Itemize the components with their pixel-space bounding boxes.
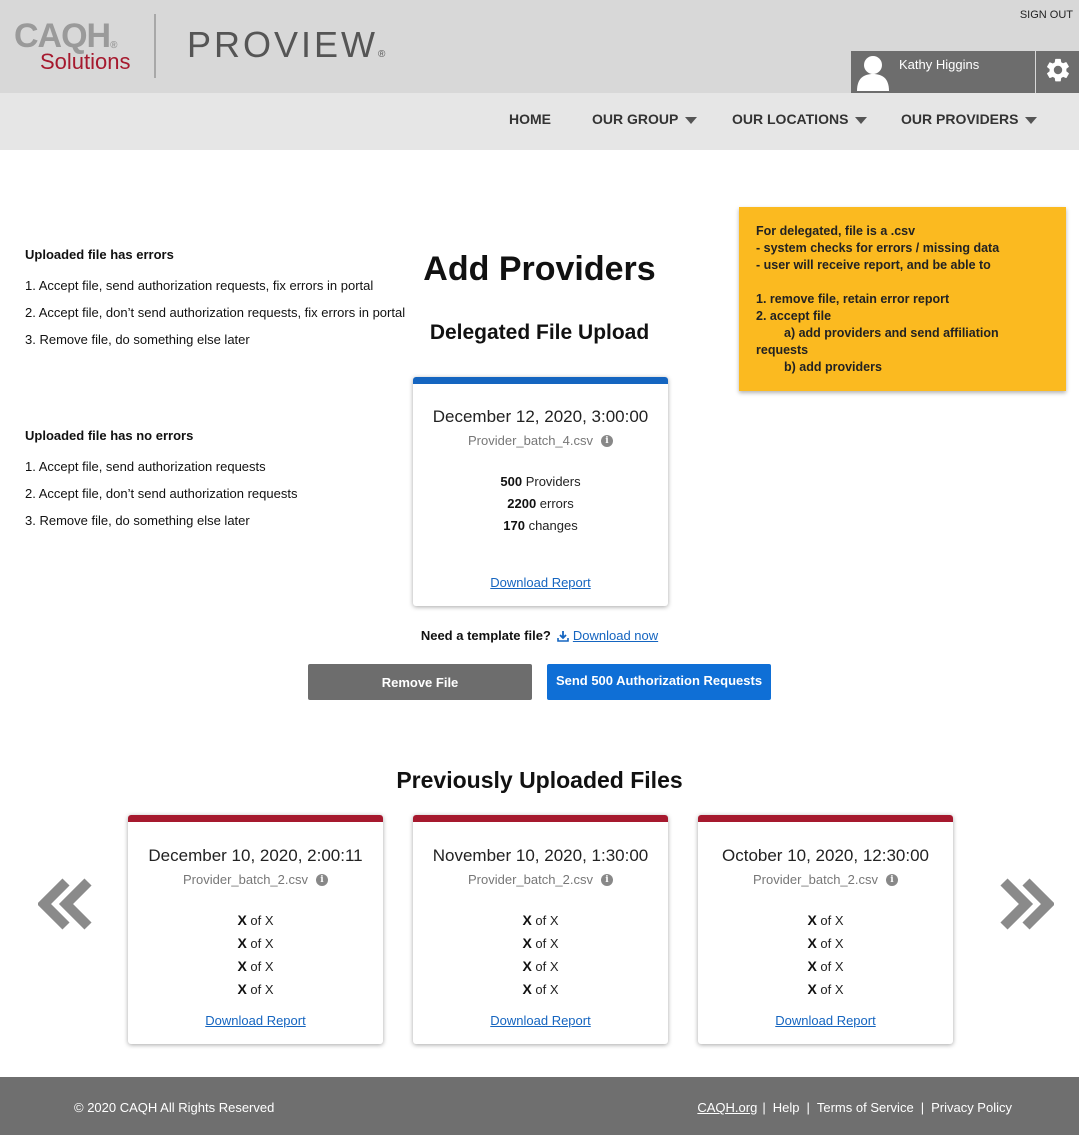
- nav-home[interactable]: [509, 111, 551, 127]
- upload-file: [698, 872, 953, 887]
- stat-label: Providers: [525, 474, 581, 489]
- download-icon: [557, 630, 569, 642]
- upload-file-name: Provider_batch_2.csv: [752, 872, 878, 887]
- current-upload-card: [413, 377, 668, 606]
- footer-separator: |: [920, 1100, 925, 1115]
- info-icon[interactable]: i: [886, 874, 898, 886]
- sticky-line: 1. remove file, retain error report: [756, 292, 950, 306]
- stat-value: X: [807, 981, 817, 997]
- footer-link-caqh[interactable]: CAQH.org: [697, 1100, 758, 1115]
- info-icon[interactable]: i: [316, 874, 328, 886]
- nav-our-locations-label: OUR LOCATIONS: [732, 111, 849, 127]
- sticky-line: - user will receive report, and be able to: [756, 258, 991, 272]
- stat-row: [698, 909, 953, 932]
- stat-row: [698, 932, 953, 955]
- template-label: Need a template file?: [420, 628, 551, 643]
- card-accent-bar: [413, 377, 668, 384]
- stat-row: [413, 978, 668, 1001]
- nav-our-group[interactable]: [592, 111, 697, 127]
- stat-label: of X: [820, 959, 844, 974]
- stat-row: [128, 909, 383, 932]
- stat-label: of X: [535, 982, 559, 997]
- chevron-down-icon: [855, 117, 867, 124]
- sticky-line: b) add providers: [784, 360, 882, 374]
- stat-label: changes: [528, 518, 578, 533]
- settings-button[interactable]: [1036, 51, 1079, 93]
- stat-row: [413, 493, 668, 515]
- stat-value: X: [522, 981, 532, 997]
- errors-note-item: 1. Accept file, send authorization requests, fix errors in portal: [25, 278, 374, 293]
- user-menu[interactable]: [851, 51, 1035, 93]
- stat-row: [128, 978, 383, 1001]
- chevron-down-icon: [1025, 117, 1037, 124]
- header: [0, 0, 1079, 93]
- sticky-line: For delegated, file is a .csv: [756, 224, 916, 238]
- stat-label: errors: [539, 496, 574, 511]
- stat-label: of X: [820, 913, 844, 928]
- card-accent-bar: [698, 815, 953, 822]
- stat-value: 500: [500, 474, 523, 489]
- chevron-down-icon: [685, 117, 697, 124]
- upload-stats: [698, 909, 953, 1001]
- stat-label: of X: [535, 959, 559, 974]
- upload-file-name: Provider_batch_4.csv: [467, 433, 593, 448]
- info-icon[interactable]: i: [601, 435, 613, 447]
- carousel-next-button[interactable]: [998, 878, 1054, 935]
- logo-caqh[interactable]: CAQH®: [14, 17, 117, 55]
- stat-row: [698, 978, 953, 1001]
- gear-icon: [1044, 56, 1072, 89]
- upload-file: [128, 872, 383, 887]
- sticky-note: [739, 207, 1066, 391]
- upload-date: December 12, 2020, 3:00:00: [432, 407, 649, 426]
- sticky-line: requests: [756, 343, 809, 357]
- sign-out-link[interactable]: SIGN OUT: [1019, 9, 1073, 21]
- sticky-line: - system checks for errors / missing data: [756, 241, 1000, 255]
- upload-date: December 10, 2020, 2:00:11: [148, 846, 363, 865]
- download-report-link[interactable]: Download Report: [775, 1013, 876, 1028]
- stat-row: [413, 955, 668, 978]
- errors-note-item: 2. Accept file, don’t send authorization requests, fix errors in portal: [25, 305, 406, 320]
- stat-value: X: [237, 958, 247, 974]
- page-title: Add Providers: [423, 250, 656, 288]
- previous-upload-card: [128, 815, 383, 1044]
- footer-link-help[interactable]: Help: [772, 1100, 800, 1115]
- download-report-link[interactable]: Download Report: [490, 1013, 591, 1028]
- user-avatar-icon: [851, 51, 895, 93]
- upload-file-name: Provider_batch_2.csv: [467, 872, 593, 887]
- nav-our-locations[interactable]: [732, 111, 867, 127]
- sticky-line: 2. accept file: [756, 309, 832, 323]
- upload-date: October 10, 2020, 12:30:00: [722, 846, 929, 865]
- footer-copyright: © 2020 CAQH All Rights Reserved: [74, 1100, 275, 1115]
- no-errors-note-item: 1. Accept file, send authorization requests: [25, 459, 266, 474]
- no-errors-note-item: 3. Remove file, do something else later: [25, 513, 250, 528]
- download-template-link[interactable]: [557, 628, 658, 643]
- user-name: Kathy Higgins: [899, 57, 980, 72]
- logo-caqh-text: CAQH: [14, 17, 111, 55]
- upload-stats: [413, 471, 668, 537]
- stat-row: [413, 471, 668, 493]
- logo-proview-text: PROVIEW: [187, 24, 379, 65]
- remove-file-button[interactable]: Remove File: [308, 664, 532, 700]
- no-errors-note-item: 2. Accept file, don’t send authorization requests: [25, 486, 298, 501]
- upload-stats: [413, 909, 668, 1001]
- download-template-label: Download now: [572, 628, 659, 643]
- stat-value: 2200: [507, 496, 537, 511]
- stat-label: of X: [250, 982, 274, 997]
- page-subtitle: Delegated File Upload: [429, 321, 650, 344]
- errors-note-title: Uploaded file has errors: [25, 247, 174, 262]
- nav-our-providers-label: OUR PROVIDERS: [901, 111, 1019, 127]
- stat-label: of X: [250, 913, 274, 928]
- errors-note-item: 3. Remove file, do something else later: [25, 332, 250, 347]
- stat-row: [128, 955, 383, 978]
- previous-upload-card: [413, 815, 668, 1044]
- sticky-line: [756, 274, 1049, 291]
- logo-divider: [154, 14, 156, 78]
- stat-label: of X: [250, 936, 274, 951]
- stat-value: X: [522, 935, 532, 951]
- stat-row: [698, 955, 953, 978]
- stat-row: [413, 932, 668, 955]
- card-accent-bar: [413, 815, 668, 822]
- stat-value: X: [237, 981, 247, 997]
- stat-value: X: [522, 958, 532, 974]
- stat-value: 170: [503, 518, 525, 533]
- double-chevron-left-icon: [38, 917, 94, 934]
- stat-value: X: [807, 935, 817, 951]
- upload-file: [413, 433, 668, 448]
- info-icon[interactable]: i: [601, 874, 613, 886]
- sticky-line: a) add providers and send affiliation: [784, 326, 999, 340]
- footer-link-terms[interactable]: Terms of Service: [816, 1100, 914, 1115]
- upload-file-name: Provider_batch_2.csv: [182, 872, 308, 887]
- stat-row: [413, 515, 668, 537]
- stat-value: X: [807, 912, 817, 928]
- footer-separator: |: [806, 1100, 810, 1115]
- footer-links: [697, 1100, 1012, 1115]
- footer-link-privacy[interactable]: Privacy Policy: [931, 1100, 1012, 1115]
- template-row: [0, 628, 1079, 643]
- stat-row: [413, 909, 668, 932]
- send-authorization-requests-button[interactable]: Send 500 Authorization Requests: [547, 664, 771, 700]
- stat-row: [128, 932, 383, 955]
- upload-date: November 10, 2020, 1:30:00: [432, 846, 649, 865]
- main-nav: [0, 93, 1079, 150]
- stat-label: of X: [535, 936, 559, 951]
- carousel-prev-button[interactable]: [38, 878, 94, 935]
- download-report-link[interactable]: Download Report: [205, 1013, 306, 1028]
- upload-file: [413, 872, 668, 887]
- stat-label: of X: [535, 913, 559, 928]
- stat-label: of X: [820, 982, 844, 997]
- stat-value: X: [237, 912, 247, 928]
- logo-proview[interactable]: PROVIEW®: [187, 24, 386, 65]
- stat-value: X: [237, 935, 247, 951]
- stat-label: of X: [820, 936, 844, 951]
- card-accent-bar: [128, 815, 383, 822]
- double-chevron-right-icon: [998, 917, 1054, 934]
- stat-value: X: [522, 912, 532, 928]
- logo-solutions: Solutions: [40, 49, 131, 74]
- nav-our-providers[interactable]: [901, 111, 1037, 127]
- footer: [0, 1077, 1079, 1135]
- stat-label: of X: [250, 959, 274, 974]
- download-report-link[interactable]: Download Report: [490, 575, 591, 590]
- previous-uploads-title: Previously Uploaded Files: [396, 767, 683, 793]
- nav-our-group-label: OUR GROUP: [592, 111, 679, 127]
- footer-separator: |: [762, 1100, 766, 1115]
- nav-home-label: HOME: [509, 111, 551, 127]
- stat-value: X: [807, 958, 817, 974]
- no-errors-note-title: Uploaded file has no errors: [25, 428, 194, 443]
- upload-stats: [128, 909, 383, 1001]
- previous-upload-card: [698, 815, 953, 1044]
